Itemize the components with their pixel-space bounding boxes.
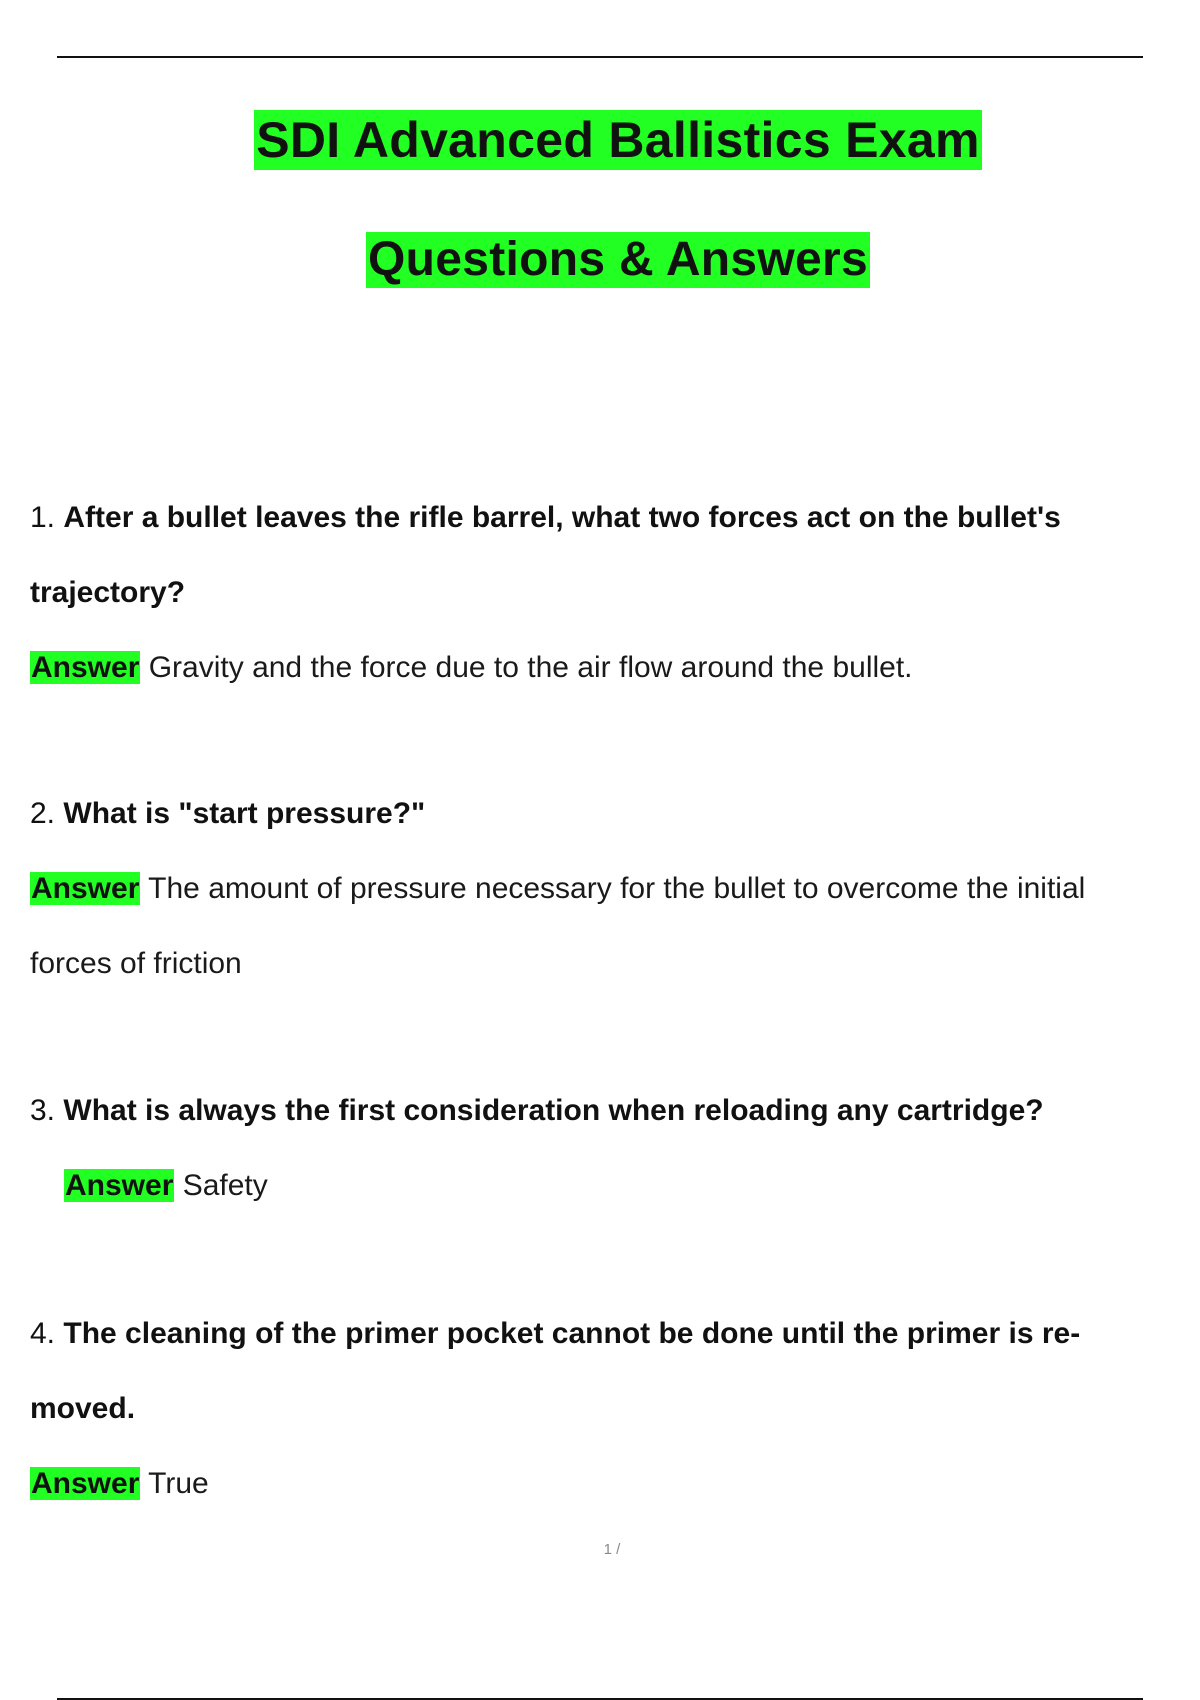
question-text: The cleaning of the primer pocket cannot be done until the primer is re- (63, 1317, 1081, 1350)
question-text: What is "start pressure?" (63, 797, 426, 830)
page-number: 1 / (603, 1541, 621, 1558)
question-number: 2. (30, 797, 56, 830)
answer-text: Gravity and the force due to the air flow around the bullet. (148, 651, 913, 684)
qa-item-1 (30, 480, 1180, 705)
qa-item-4 (30, 1296, 1180, 1521)
answer-1 (30, 630, 1180, 705)
title-line-1: SDI Advanced Ballistics Exam (256, 112, 980, 168)
question-number: 1. (30, 501, 56, 534)
qa-item-2 (30, 776, 1180, 1001)
question-text: moved. (30, 1392, 136, 1425)
question-3 (30, 1073, 1180, 1148)
qa-item-3 (30, 1073, 1180, 1223)
answer-label: Answer (31, 651, 140, 684)
answer-label: Answer (31, 872, 140, 905)
question-4-continued (30, 1371, 1180, 1446)
top-rule (57, 56, 1143, 58)
answer-text: Safety (182, 1169, 268, 1202)
answer-text: The amount of pressure necessary for the bullet to overcome the initial (148, 872, 1086, 905)
answer-3 (30, 1148, 1180, 1223)
question-text: What is always the first consideration when reloading any cartridge? (63, 1094, 1044, 1127)
question-text: trajectory? (30, 576, 186, 609)
question-number: 4. (30, 1317, 56, 1350)
question-1 (30, 480, 1180, 555)
question-2 (30, 776, 1180, 851)
question-4 (30, 1296, 1180, 1371)
title-line-2: Questions & Answers (367, 233, 869, 286)
answer-text: True (148, 1467, 209, 1500)
answer-2 (30, 851, 1180, 926)
question-1-continued (30, 555, 1180, 630)
question-number: 3. (30, 1094, 56, 1127)
question-text: After a bullet leaves the rifle barrel, what two forces act on the bullet's (63, 501, 1061, 534)
answer-label: Answer (65, 1169, 174, 1202)
answer-text: forces of friction (30, 947, 242, 980)
answer-label: Answer (31, 1467, 140, 1500)
answer-4 (30, 1446, 1180, 1521)
answer-2-continued (30, 926, 1180, 1001)
document-title (0, 110, 1200, 288)
